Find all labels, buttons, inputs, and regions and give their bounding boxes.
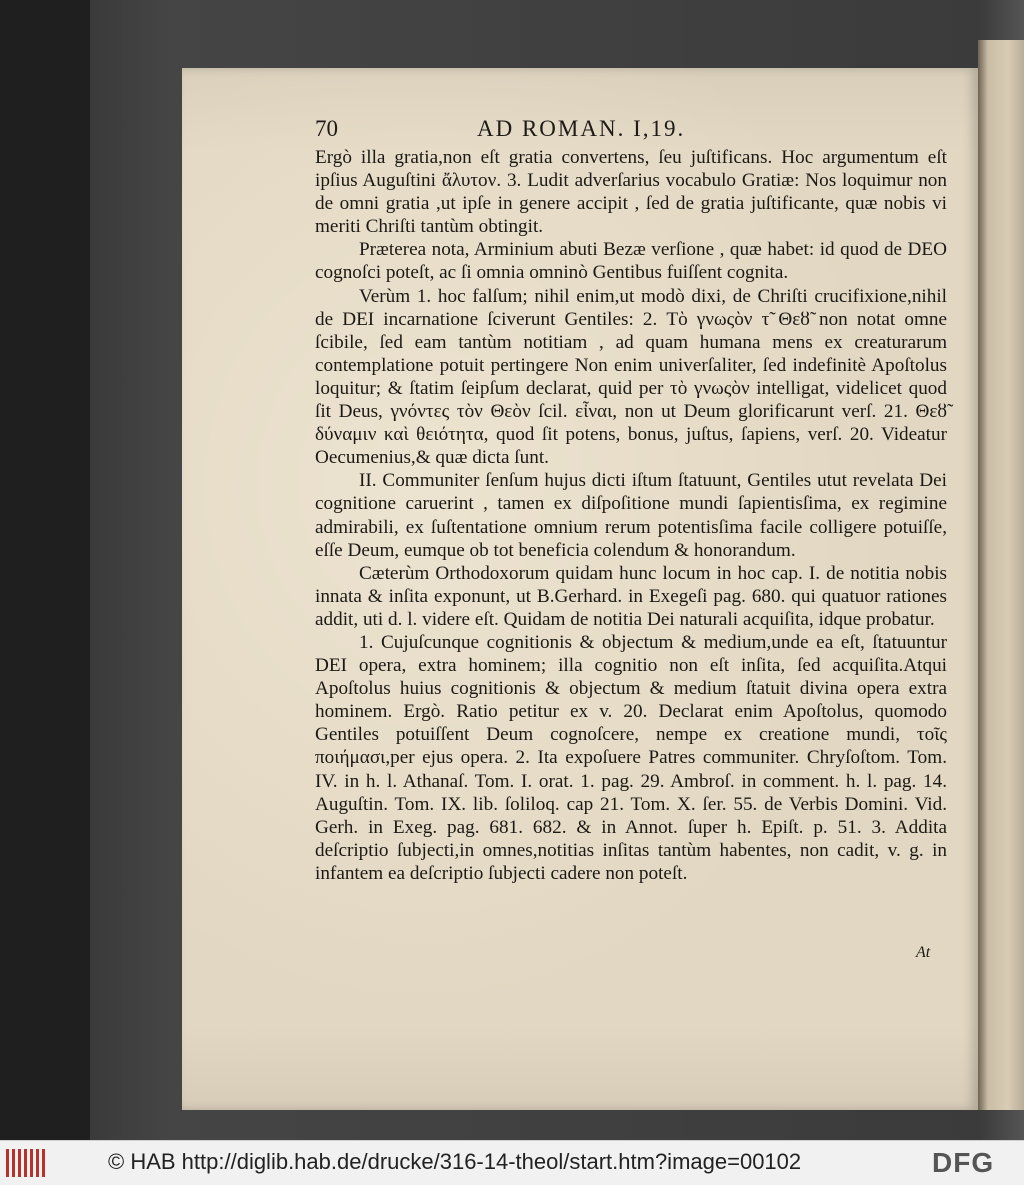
paragraph: Ergò illa gratia,non eſt gratia convertens, ſeu juſtificans. Hoc argumentum eſt ipſius Auguſtini ἄλυτον. 3. Ludit adverſarius vocabulo Gratiæ: Nos loquimur non de omni gratia ,ut ipſe in genere accipit , ſed de gratia juſtificante, quæ nobis vi meriti Chriſti tantùm obtingit. bbox=[315, 147, 947, 238]
paragraph: 1. Cujuſcunque cognitionis & objectum & medium,unde ea eſt, ſtatuuntur DEI opera, extra hominem; illa cognitio non eſt inſita, ſed acquiſita.Atqui Apoſtolus huius cognitionis & objectum & medium ſtatuit divina opera extra hominem. Ergò. Ratio petitur ex v. 20. Declarat enim Apoſtolus, quomodo Gentiles potuiſſent Deum cognoſcere, nempe ex creatione mundi, τοῖς ποιήμασι,per ejus opera. 2. Ita expoſuere Patres communiter. Chryſoſtom. Tom. IV. in h. l. Athanaſ. Tom. I. orat. 1. pag. 29. Ambroſ. in comment. h. l. pag. 14. Auguſtin. Tom. IX. lib. ſoliloq. cap 21. Tom. X. ſer. 55. de Verbis Domini. Vid. Gerh. in Exeg. pag. 681. 682. & in Annot. ſuper h. Epiſt. p. 51. 3. Addita deſcriptio ſubjecti,in omnes,notitias inſitas tantùm habentes, non cadit, v. g. in infantem ea deſcriptio ſubjecti cadere non poteſt. bbox=[315, 631, 947, 884]
paragraph: Cæterùm Orthodoxorum quidam hunc locum in hoc cap. I. de notitia nobis innata & inſita exponunt, ut B.Gerhard. in Exegeſi pag. 680. qui quatuor rationes addit, uti d. l. videre eſt. Quidam de notitia Dei naturali acquiſita, idque probatur. bbox=[315, 562, 947, 630]
footer-bar bbox=[0, 1140, 1024, 1185]
page-header bbox=[315, 116, 875, 146]
paragraph: Verùm 1. hoc falſum; nihil enim,ut modò dixi, de Chriſti crucifixione,nihil de DEI incarnatione ſciverunt Gentiles: 2. Τὸ γνωςὸν τ̃ Θεȣ̃ non notat omne ſcibile, ſed eam tantùm notitiam , ad quam humana mens ex creaturarum contemplatione potuit pertingere Non enim univerſaliter, ſed indefinitè Apoſtolus loquitur; & ſtatim ſeipſum declarat, quid per τὸ γνωςὸν intelligat, videlicet quod ſit Deus, γνόντες τὸν Θεὸν ſcil. εἶναι, non ut Deum glorificarunt verſ. 21. Θεȣ̃ δύναμιν καὶ θειότητα, quod ſit potens, bonus, juſtus, ſapiens, verſ. 20. Videatur Oecumenius,& quæ dicta ſunt. bbox=[315, 285, 947, 469]
book-page bbox=[182, 68, 978, 1110]
dfg-logo: DFG bbox=[932, 1147, 995, 1178]
adjacent-page-edge bbox=[978, 40, 1024, 1110]
running-head: AD ROMAN. I,19. bbox=[477, 116, 686, 141]
catchword: At bbox=[916, 944, 931, 961]
paragraph: II. Communiter ſenſum hujus dicti iſtum ſtatuunt, Gentiles utut revelata Dei cognitione caruerint , tamen ex diſpoſitione mundi ſapientisſima, ex regimine admirabili, ex ſuſtentatione omnium rerum potentisſima facile colligere potuiſſe, eſſe Deum, eumque ob tot beneficia colendum & honorandum. bbox=[315, 470, 947, 561]
scan-background-left bbox=[0, 0, 90, 1140]
paragraph: Præterea nota, Arminium abuti Bezæ verſione , quæ habet: id quod de DEO cognoſci poteſt, ac ſi omnia omninò Gentibus fuiſſent cognita. bbox=[315, 239, 947, 284]
page-number: 70 bbox=[315, 116, 338, 141]
hab-logo-icon bbox=[6, 1149, 46, 1177]
body-text bbox=[315, 146, 947, 885]
copyright-url[interactable]: © HAB http://diglib.hab.de/drucke/316-14-theol/start.htm?image=00102 bbox=[108, 1149, 802, 1174]
